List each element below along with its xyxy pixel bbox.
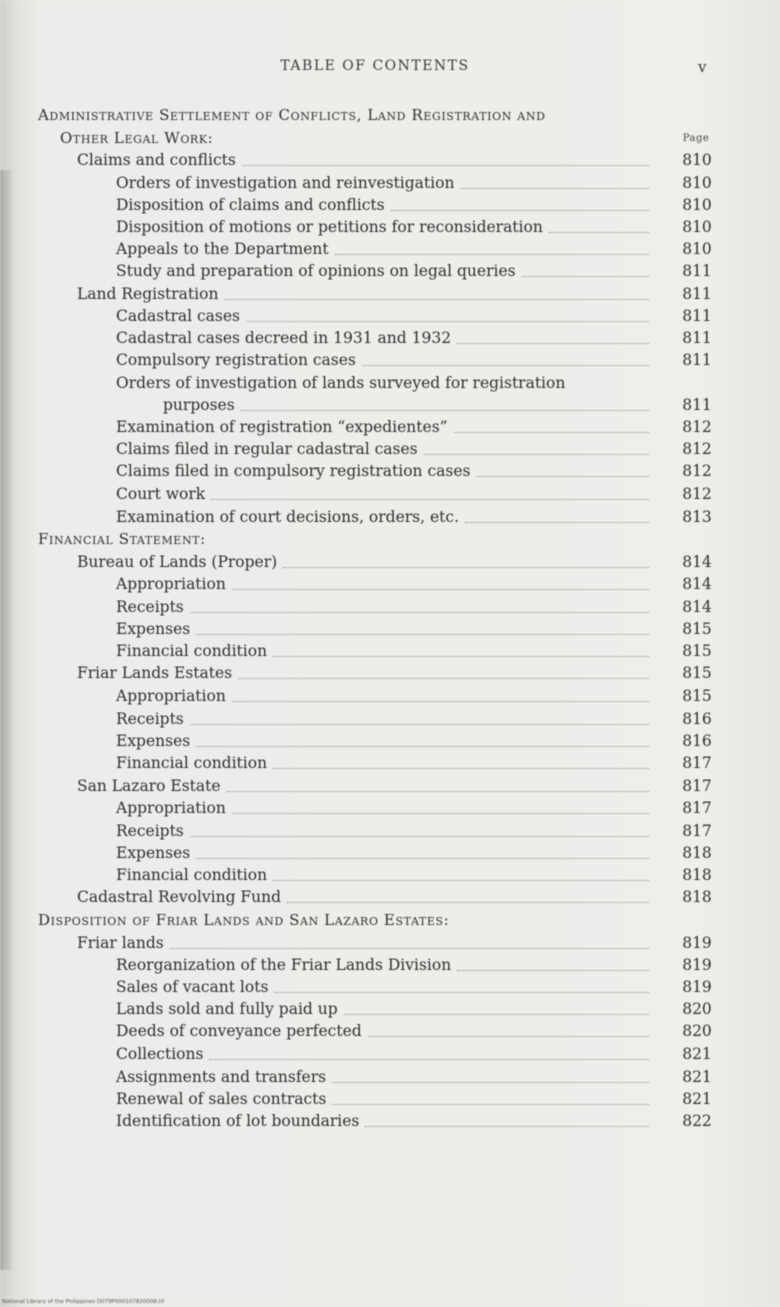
toc-page-number: 817	[682, 822, 712, 840]
toc-page-number: 812	[682, 440, 712, 458]
toc-entry-title: Claims filed in compulsory registration cases	[116, 462, 471, 480]
toc-page-number: 811	[682, 396, 712, 414]
toc-page-number: 815	[682, 687, 712, 705]
toc-entry-title: Orders of investigation of lands surveyed for registration	[116, 374, 566, 392]
toc-page-number: 810	[682, 151, 712, 169]
toc-page-row	[0, 596, 780, 618]
toc-page-number: 815	[682, 664, 712, 682]
toc-page-row	[0, 998, 780, 1020]
toc-page-number: 812	[682, 462, 712, 480]
toc-page-number: 819	[682, 956, 712, 974]
toc-page-number: 811	[682, 329, 712, 347]
toc-page-row	[0, 1066, 780, 1088]
toc-entry	[38, 528, 655, 550]
toc-entry-title: Bureau of Lands (Proper)	[77, 553, 278, 571]
toc-entry-title: Lands sold and fully paid up	[116, 1000, 338, 1018]
toc-entry-title: San Lazaro Estate	[77, 777, 221, 795]
toc-page-row	[0, 172, 780, 194]
page-title: TABLE OF CONTENTS	[280, 58, 470, 74]
toc-page-row	[0, 438, 780, 460]
toc-page-number: 810	[682, 174, 712, 192]
toc-entry-title: Expenses	[116, 732, 191, 750]
toc-entry-title: Financial condition	[116, 754, 268, 772]
toc-page-row	[0, 394, 780, 416]
toc-entry-title: Expenses	[116, 844, 191, 862]
toc-page-row	[0, 194, 780, 216]
toc-page-row	[0, 238, 780, 260]
toc-entry-title: Claims filed in regular cadastral cases	[116, 440, 418, 458]
toc-page-row	[0, 349, 780, 371]
toc-page-row	[0, 752, 780, 774]
toc-page-number: 816	[682, 732, 712, 750]
toc-page-number: 810	[682, 218, 712, 236]
toc-page-number: 811	[682, 351, 712, 369]
toc-entry-title: Deeds of conveyance perfected	[116, 1022, 362, 1040]
toc-page-row	[0, 1043, 780, 1065]
toc-page-number: 814	[682, 598, 712, 616]
toc-page-row	[0, 506, 780, 528]
toc-entry-title: Compulsory registration cases	[116, 351, 356, 369]
toc-entry-title: Cadastral cases	[116, 307, 240, 325]
toc-page-row	[0, 842, 780, 864]
toc-entry-title: Cadastral cases decreed in 1931 and 1932	[116, 329, 452, 347]
toc-entry-title: Assignments and transfers	[116, 1068, 327, 1086]
toc-page-row	[0, 775, 780, 797]
toc-page-number: 821	[682, 1045, 712, 1063]
toc-page-number: 810	[682, 240, 712, 258]
toc-page-number: 810	[682, 196, 712, 214]
toc-page-row	[0, 1088, 780, 1110]
toc-page-row	[0, 260, 780, 282]
toc-entry-title: Appeals to the Department	[116, 240, 329, 258]
toc-entry-title: Disposition of motions or petitions for reconsideration	[116, 218, 543, 236]
toc-entry-title: Disposition of Friar Lands and San Lazaro Estates:	[38, 911, 450, 929]
toc-page-row	[0, 864, 780, 886]
toc-page-row	[0, 618, 780, 640]
toc-page-row	[0, 573, 780, 595]
toc-page-number: 815	[682, 620, 712, 638]
toc-page-row	[0, 797, 780, 819]
toc-entry-title: Other Legal Work:	[60, 129, 214, 147]
toc-entry-title: Financial condition	[116, 866, 268, 884]
toc-entry-title: Friar lands	[77, 934, 164, 952]
toc-entry-title: Appropriation	[116, 799, 226, 817]
toc-entry-title: Examination of registration “expedientes”	[116, 418, 448, 436]
toc-page-number: 812	[682, 418, 712, 436]
toc-entry-title: Collections	[116, 1045, 204, 1063]
toc-page-number: 822	[682, 1112, 712, 1130]
toc-page-row	[0, 149, 780, 171]
toc-page-number: 818	[682, 866, 712, 884]
toc-entry-title: Land Registration	[77, 285, 219, 303]
toc-page-row	[0, 483, 780, 505]
toc-page-number: 817	[682, 777, 712, 795]
toc-page-number: 812	[682, 485, 712, 503]
toc-page-row	[0, 976, 780, 998]
toc-entry-title: Identification of lot boundaries	[116, 1112, 360, 1130]
toc-page-row	[0, 327, 780, 349]
toc-page-row	[0, 886, 780, 908]
toc-page-number: 811	[682, 262, 712, 280]
toc-entry-title: Financial Statement:	[38, 530, 206, 548]
toc-page-number: 813	[682, 508, 712, 526]
toc-entry-title: purposes	[163, 396, 235, 414]
toc-page-row	[0, 416, 780, 438]
toc-page-number: 811	[682, 285, 712, 303]
toc-entry-title: Reorganization of the Friar Lands Division	[116, 956, 452, 974]
page-column-label: Page	[682, 133, 710, 144]
toc-page-row	[0, 1020, 780, 1042]
toc-page-row	[0, 662, 780, 684]
toc-page-number: 817	[682, 799, 712, 817]
toc-page-row	[0, 460, 780, 482]
toc-entry-title: Orders of investigation and reinvestigation	[116, 174, 455, 192]
toc-page-number: 814	[682, 553, 712, 571]
toc-entry-title: Appropriation	[116, 687, 226, 705]
toc-entry-title: Expenses	[116, 620, 191, 638]
toc-page-row	[0, 216, 780, 238]
toc-page-number: 819	[682, 978, 712, 996]
toc-page-number: 811	[682, 307, 712, 325]
toc-entry-title: Receipts	[116, 822, 184, 840]
toc-entry	[60, 127, 655, 149]
toc-page-number: 819	[682, 934, 712, 952]
toc-page-row	[0, 640, 780, 662]
toc-page-number: 821	[682, 1090, 712, 1108]
toc-entry-title: Financial condition	[116, 642, 268, 660]
toc-page-row	[0, 551, 780, 573]
toc-page-row	[0, 730, 780, 752]
page-number-roman: v	[698, 58, 707, 76]
toc-entry-title: Administrative Settlement of Conflicts, Land Registration and	[38, 106, 546, 124]
toc-entry-title: Receipts	[116, 598, 184, 616]
toc-entry	[38, 909, 655, 931]
toc-page-number: 821	[682, 1068, 712, 1086]
toc-page-row	[0, 1110, 780, 1132]
toc-entry	[116, 372, 655, 394]
toc-page-number: 814	[682, 575, 712, 593]
toc-entry-title: Renewal of sales contracts	[116, 1090, 327, 1108]
toc-entry-title: Disposition of claims and conflicts	[116, 196, 385, 214]
scan-footer: National Library of the Philippines D079P000107820008.tif	[2, 1299, 165, 1305]
toc-entry-title: Sales of vacant lots	[116, 978, 269, 996]
toc-entry-title: Study and preparation of opinions on legal queries	[116, 262, 516, 280]
toc-page-number: 815	[682, 642, 712, 660]
toc-entry-title: Examination of court decisions, orders, etc.	[116, 508, 459, 526]
toc-entry-title: Appropriation	[116, 575, 226, 593]
toc-entry-title: Cadastral Revolving Fund	[77, 888, 282, 906]
toc-page-row	[0, 708, 780, 730]
toc-entry	[38, 104, 655, 126]
toc-page-row	[0, 685, 780, 707]
toc-page-row	[0, 283, 780, 305]
toc-entry-title: Receipts	[116, 710, 184, 728]
toc-page-number: 817	[682, 754, 712, 772]
toc-page-row	[0, 820, 780, 842]
toc-entry-title: Claims and conflicts	[77, 151, 236, 169]
toc-page-row	[0, 305, 780, 327]
toc-page-number: 820	[682, 1000, 712, 1018]
toc-page-number: 820	[682, 1022, 712, 1040]
toc-page-number: 818	[682, 844, 712, 862]
toc-page-number: 816	[682, 710, 712, 728]
toc-entry-title: Friar Lands Estates	[77, 664, 233, 682]
toc-page-number: 818	[682, 888, 712, 906]
toc-page-row	[0, 932, 780, 954]
toc-page-row	[0, 954, 780, 976]
toc-entry-title: Court work	[116, 485, 206, 503]
